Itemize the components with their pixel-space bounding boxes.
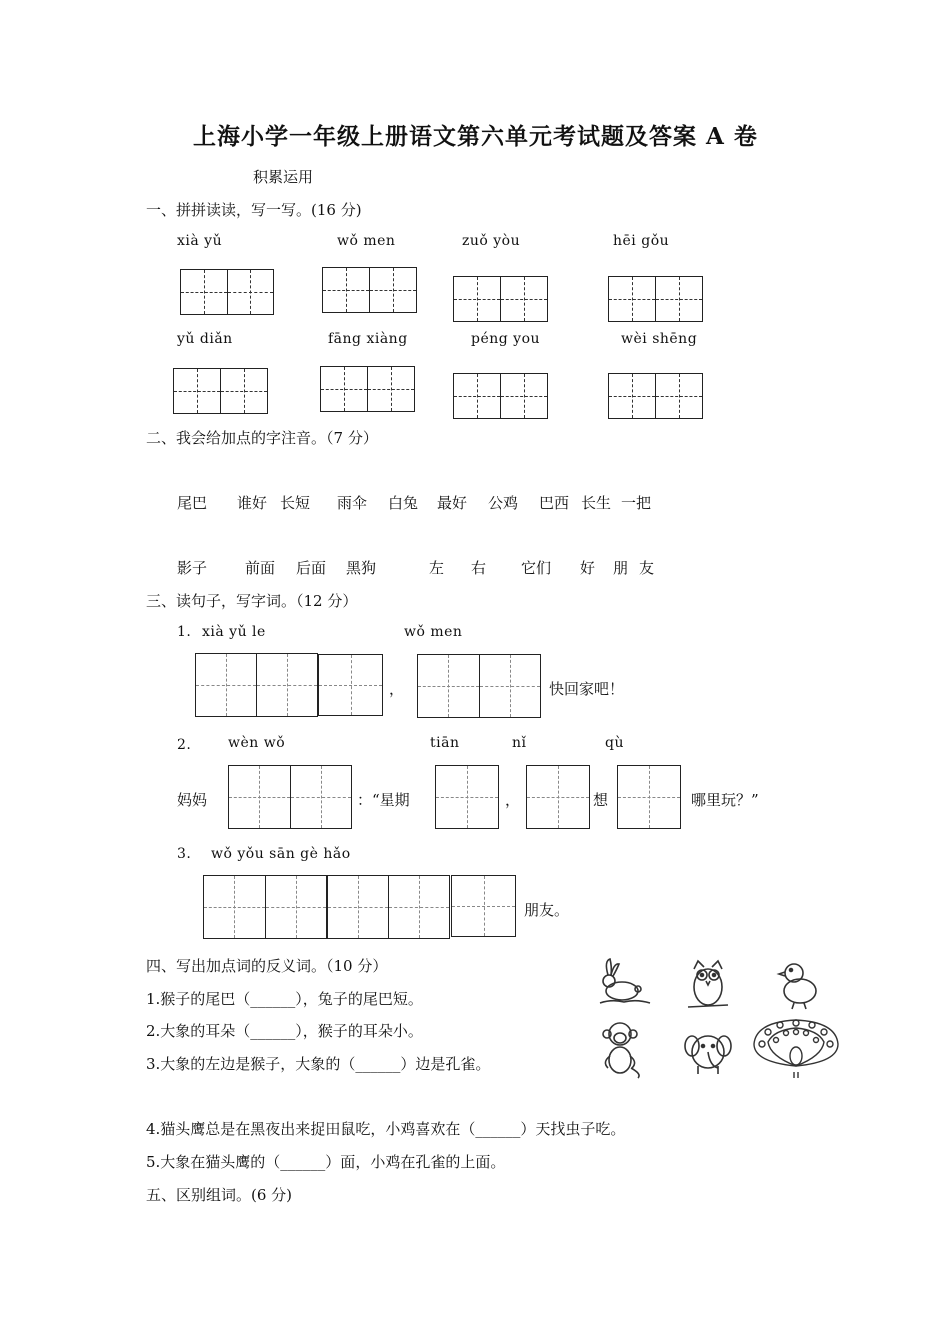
section-1-heading: 一、拼拼读读，写一写。(16 分) xyxy=(146,201,362,219)
word: 后面 xyxy=(296,559,327,577)
section-4-heading: 四、写出加点词的反义词。（10 分） xyxy=(146,957,388,975)
word: 尾巴 xyxy=(177,494,208,512)
question-item: 5.大象在猫头鹰的（______）面，小鸡在孔雀的上面。 xyxy=(146,1153,506,1171)
page-title: 上海小学一年级上册语文第六单元考试题及答案 A 卷 xyxy=(193,123,758,150)
q1-pinyin-1: xià yǔ le xyxy=(202,624,266,640)
writing-box[interactable] xyxy=(228,765,352,829)
writing-box[interactable] xyxy=(322,267,417,313)
word: 前面 xyxy=(245,559,276,577)
word: 公鸡 xyxy=(488,494,519,512)
owl-icon xyxy=(684,955,732,1015)
pinyin-1-4: hēi gǒu xyxy=(613,233,670,249)
q1-pinyin-2: wǒ men xyxy=(404,624,463,640)
word: 最好 xyxy=(437,494,468,512)
word: 长短 xyxy=(280,494,311,512)
section-subtitle: 积累运用 xyxy=(253,168,314,186)
q2-text-1: ：“星期 xyxy=(357,791,410,809)
pinyin-1-3: zuǒ yòu xyxy=(462,233,521,249)
question-item: 2.大象的耳朵（______），猴子的耳朵小。 xyxy=(146,1022,423,1040)
q2-pinyin-1: wèn wǒ xyxy=(228,735,286,751)
word: 一把 xyxy=(621,494,652,512)
writing-box[interactable] xyxy=(435,765,499,829)
q2-text-3: 想 xyxy=(593,791,609,809)
q2-text-4: 哪里玩？” xyxy=(691,791,759,809)
writing-box[interactable] xyxy=(526,765,590,829)
word: 巴西 xyxy=(539,494,570,512)
q3-pinyin: wǒ yǒu sān gè hǎo xyxy=(211,846,351,862)
writing-box[interactable] xyxy=(203,875,327,939)
section-2-heading: 二、我会给加点的字注音。（7 分） xyxy=(146,429,378,447)
pinyin-2-3: péng you xyxy=(471,331,541,347)
writing-box[interactable] xyxy=(453,373,548,419)
word: 黑狗 xyxy=(346,559,377,577)
q1-number: 1. xyxy=(177,624,192,640)
q3-number: 3. xyxy=(177,846,192,862)
q3-tail: 朋友。 xyxy=(524,901,570,919)
q2-text-2: ， xyxy=(505,791,521,809)
writing-box[interactable] xyxy=(617,765,681,829)
section-3-heading: 三、读句子，写字词。（12 分） xyxy=(146,592,358,610)
word: 左 xyxy=(429,559,445,577)
writing-box[interactable] xyxy=(173,368,268,414)
pinyin-2-1: yǔ diǎn xyxy=(177,331,233,347)
word: 谁好 xyxy=(237,494,268,512)
word: 右 xyxy=(471,559,487,577)
word: 它们 xyxy=(521,559,552,577)
rabbit-icon xyxy=(592,955,656,1007)
writing-box[interactable] xyxy=(453,276,548,322)
question-item: 4.猫头鹰总是在黑夜出来捉田鼠吃，小鸡喜欢在（______）天找虫子吃。 xyxy=(146,1120,626,1138)
writing-box[interactable] xyxy=(327,875,450,939)
writing-box[interactable] xyxy=(417,654,541,718)
q2-number: 2. xyxy=(177,737,192,753)
chick-icon xyxy=(770,955,826,1011)
section-5-heading: 五、区别组词。(6 分) xyxy=(146,1186,293,1204)
elephant-icon xyxy=(684,1022,732,1076)
q2-lead: 妈妈 xyxy=(177,791,208,809)
word: 白兔 xyxy=(388,494,419,512)
question-item: 3.大象的左边是猴子，大象的（______）边是孔雀。 xyxy=(146,1055,491,1073)
pinyin-2-2: fāng xiàng xyxy=(328,331,408,347)
writing-box[interactable] xyxy=(180,269,274,315)
writing-box[interactable] xyxy=(451,875,516,937)
pinyin-1-2: wǒ men xyxy=(337,233,396,249)
writing-box[interactable] xyxy=(608,373,703,419)
q1-comma: ， xyxy=(389,680,405,698)
writing-box[interactable] xyxy=(318,654,383,716)
pinyin-2-4: wèi shēng xyxy=(621,331,698,347)
writing-box[interactable] xyxy=(608,276,703,322)
q2-pinyin-3: nǐ xyxy=(512,735,527,751)
word: 长生 xyxy=(581,494,612,512)
peacock-icon xyxy=(750,1016,842,1080)
pinyin-1-1: xià yǔ xyxy=(177,233,223,249)
writing-box[interactable] xyxy=(195,653,318,717)
question-item: 1.猴子的尾巴（______），兔子的尾巴短。 xyxy=(146,990,423,1008)
word: 雨伞 xyxy=(337,494,368,512)
word: 好 xyxy=(580,559,596,577)
q1-tail: 快回家吧！ xyxy=(549,680,625,698)
word: 朋 xyxy=(613,559,629,577)
monkey-icon xyxy=(596,1018,644,1080)
q2-pinyin-2: tiān xyxy=(430,735,460,751)
word: 影子 xyxy=(177,559,208,577)
word: 友 xyxy=(639,559,655,577)
writing-box[interactable] xyxy=(320,366,415,412)
q2-pinyin-4: qù xyxy=(605,735,624,751)
